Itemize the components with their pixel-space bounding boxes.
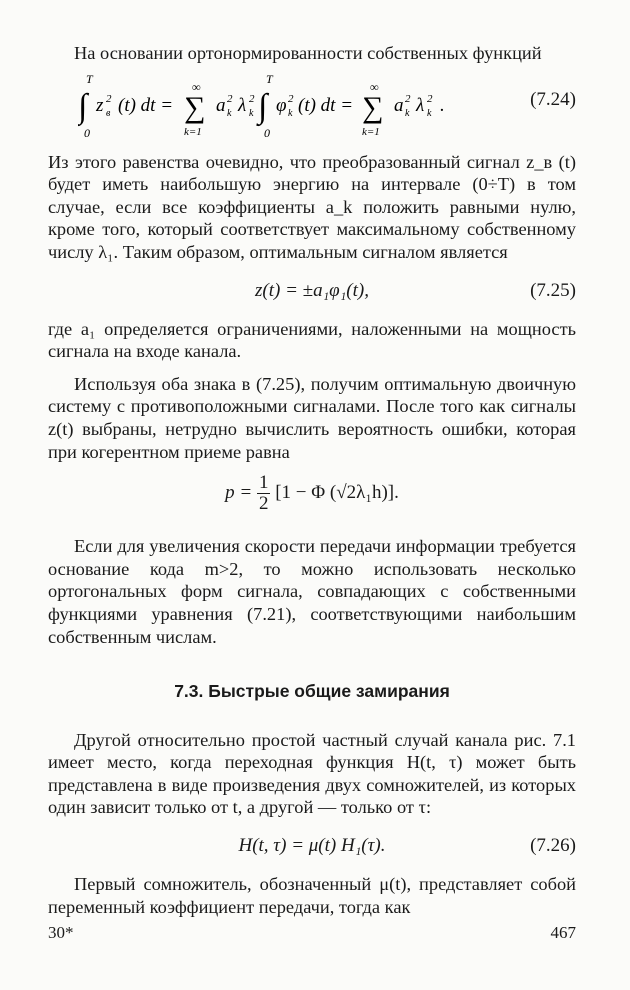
int-upper-2: T bbox=[266, 71, 273, 86]
svg-text:2: 2 bbox=[427, 92, 433, 105]
equation-7-26-formula: H(t, τ) = μ(t) H₁(τ). bbox=[238, 835, 386, 857]
equation-number-7-26: (7.26) bbox=[530, 835, 576, 857]
page-footer bbox=[48, 922, 576, 945]
svg-text:2: 2 bbox=[249, 92, 255, 105]
integral-sign-1: ∫ bbox=[78, 87, 88, 125]
svg-text:λ: λ bbox=[416, 94, 425, 116]
svg-text:.: . bbox=[440, 94, 445, 116]
page-number: 467 bbox=[550, 923, 576, 942]
eq-p-denominator: 2 bbox=[258, 493, 269, 515]
int-lower-1: 0 bbox=[84, 125, 90, 140]
svg-text:a: a bbox=[394, 94, 404, 116]
svg-text:(t) dt =: (t) dt = bbox=[118, 94, 174, 116]
svg-text:k: k bbox=[427, 107, 432, 119]
paragraph-3: где a₁ определяется ограничениями, наложенными на мощность сигнала на входе канала. bbox=[48, 318, 576, 362]
svg-text:k: k bbox=[288, 107, 293, 119]
svg-text:2: 2 bbox=[288, 92, 294, 105]
sum-lower-2: k=1 bbox=[362, 125, 380, 138]
equation-7-25-formula: z(t) = ±a₁φ₁(t), bbox=[255, 279, 369, 301]
equation-7-25 bbox=[48, 272, 576, 310]
paragraph-7: Первый сомножитель, обозначенный μ(t), представляет собой переменный коэффициент передачи, тогда как bbox=[48, 874, 576, 917]
equation-number-7-25: (7.25) bbox=[530, 279, 576, 301]
sum-sign-1: ∑ bbox=[184, 90, 206, 124]
equation-7-24 bbox=[48, 69, 576, 143]
svg-text:2: 2 bbox=[106, 92, 112, 105]
svg-text:2: 2 bbox=[405, 92, 411, 105]
eq-p-numerator: 1 bbox=[258, 472, 269, 494]
equation-7-26 bbox=[48, 827, 576, 865]
paragraph-4: Используя оба знака в (7.25), получим оптимальную двоичную систему с противоположными сигналами. После того как сигналы z(t) выбраны, нетрудно вычислить вероятность ошибки, которая при когерентном приеме равна bbox=[48, 373, 576, 462]
eq-p-fraction bbox=[257, 473, 271, 514]
svg-text:k: k bbox=[249, 107, 254, 119]
svg-text:k: k bbox=[405, 107, 410, 119]
svg-text:a: a bbox=[216, 94, 226, 116]
svg-text:(t) dt =: (t) dt = bbox=[298, 94, 354, 116]
sum-lower-1: k=1 bbox=[184, 125, 202, 138]
integral-sign-2: ∫ bbox=[258, 87, 268, 125]
page-content bbox=[48, 42, 576, 918]
printer-signature: 30* bbox=[48, 923, 74, 942]
sum-sign-2: ∑ bbox=[362, 90, 384, 124]
paragraph-2: Из этого равенства очевидно, что преобразованный сигнал z_в (t) будет иметь наибольшую энергию на интервале (0÷T) в том случае, если все коэффициенты a_k положить равными нулю, кроме того, который соответствует максимальному собственному числу λ₁. Таким образом, оптимальным сигналом является bbox=[48, 151, 576, 262]
svg-text:k: k bbox=[227, 107, 232, 119]
paragraph-6: Другой относительно простой частный случай канала рис. 7.1 имеет место, когда переходная функция H(t, τ) может быть представлена в виде произведения двух сомножителей, из которых один зависит только от t, а другой — только от τ: bbox=[48, 729, 576, 818]
eq-p-lhs: p = bbox=[225, 481, 253, 503]
paragraph-5: Если для увеличения скорости передачи информации требуется основание кода m>2, то можно использовать несколько ортогональных форм сигнала, совпадающих с собственными функциями уравнения (7.21), соответствующими наибольшим собственным числам. bbox=[48, 536, 576, 647]
svg-text:φ: φ bbox=[276, 94, 287, 116]
eq-p-rhs: [1 − Φ (√2λ₁h)]. bbox=[275, 481, 399, 503]
paragraph-1: На основании ортонормированности собственных функций bbox=[74, 43, 542, 63]
sum-upper-1: ∞ bbox=[192, 79, 201, 94]
equation-error-probability bbox=[48, 469, 576, 521]
equation-number-7-24: (7.24) bbox=[530, 88, 576, 110]
svg-text:2: 2 bbox=[227, 92, 233, 105]
equation-7-24-formula bbox=[78, 69, 548, 143]
svg-text:λ: λ bbox=[238, 94, 247, 116]
sum-upper-2: ∞ bbox=[370, 79, 379, 94]
section-heading: 7.3. Быстрые общие замирания bbox=[174, 681, 450, 702]
svg-text:z: z bbox=[96, 94, 104, 116]
int-upper-1: T bbox=[86, 71, 93, 86]
int-lower-2: 0 bbox=[264, 125, 270, 140]
svg-text:в: в bbox=[106, 107, 111, 119]
